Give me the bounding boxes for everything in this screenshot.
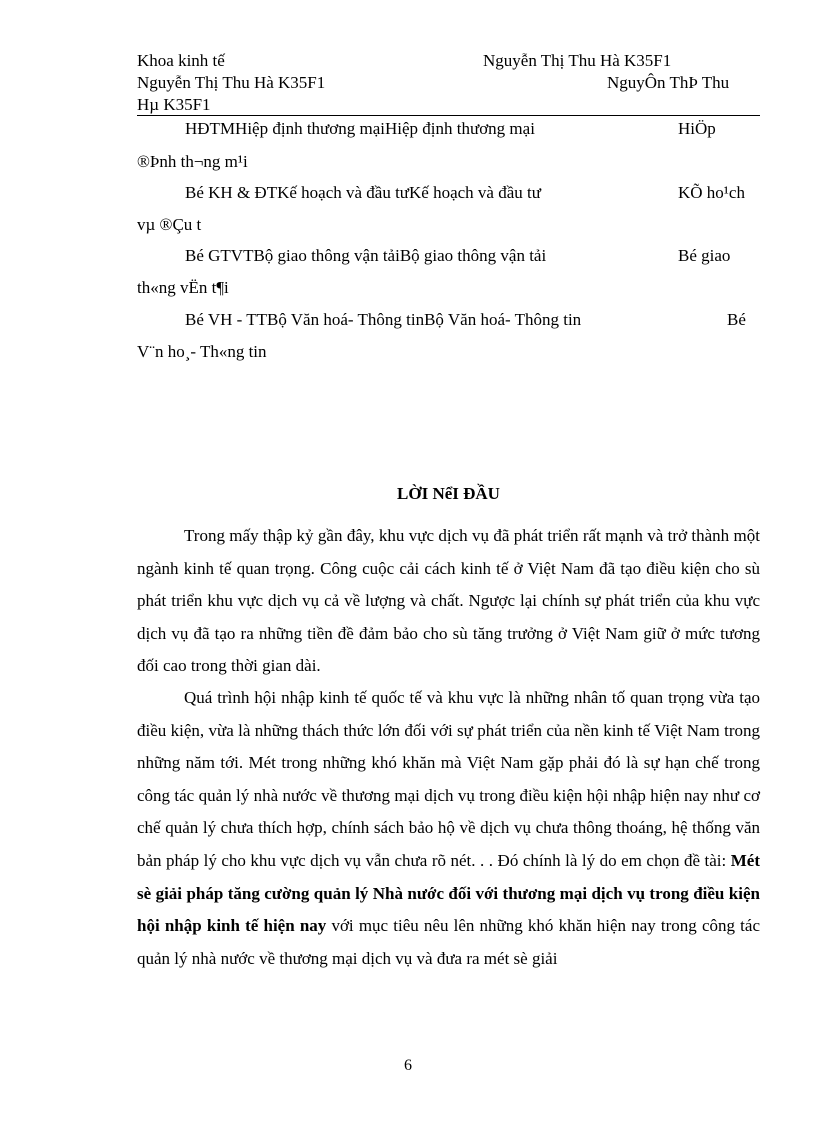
abbr-2-main: Bé KH & ĐTKế hoạch và đầu tưKế hoạch và đầu tư: [185, 183, 541, 202]
abbr-1-main: HĐTMHiệp định thương mạiHiệp định thương mại: [185, 119, 535, 138]
abbr-4-tail: Bé: [727, 310, 746, 329]
paragraph-2-text: Quá trình hội nhập kinh tế quốc tế và khu vực là những nhân tố quan trọng vừa tạo điều kiện, vừa là những thách thức lớn đối với sự phát triển của nền kinh tế Việt Nam trong những năm tới. Mét trong những khó khăn mà Việt Nam gặp phải đó là sự hạn chế trong công tác quản lý nhà nước về thương mại dịch vụ trong điều kiện hội nhập hiện nay như cơ chế quản lý chưa thích hợp, chính sách bảo hộ về dịch vụ chưa thông thoáng, hệ thống văn bản pháp lý cho khu vực dịch vụ vẫn chưa rõ nét. . . Đó chính là lý do em chọn đề tài:: [137, 688, 760, 870]
abbr-3-main: Bé GTVTBộ giao thông vận tảiBộ giao thông vận tải: [185, 246, 547, 265]
abbr-2-tail: KÕ ho¹ch: [678, 183, 745, 202]
paragraph-2-text-end: với mục tiêu nêu lên những khó khăn hiện nay trong công tác quản lý nhà nước về thương mại dịch vụ và đưa ra mét sè giải: [137, 916, 760, 968]
header-author: Nguyễn Thị Thu Hà K35F1: [483, 51, 672, 70]
abbr-1-tail: HiÖp: [678, 119, 716, 138]
abbr-4-main: Bé VH - TTBộ Văn hoá- Thông tinBộ Văn hoá- Thông tin: [185, 310, 582, 329]
header-author-garbled: NguyÔn ThÞ Thu: [607, 73, 730, 92]
header-rule: [137, 115, 760, 116]
header-author-repeat: Nguyễn Thị Thu Hà K35F1: [137, 73, 326, 92]
page-number: 6: [404, 1057, 412, 1074]
paragraph-1: Trong mấy thập kỷ gần đây, khu vực dịch vụ đã phát triển rất mạnh và trở thành một ngành kinh tế quan trọng. Công cuộc cải cách kinh tế ở Việt Nam đã tạo điều kiện cho sù phát triển khu vực dịch vụ cả về lượng và chất. Ngược lại chính sự phát triển của khu vực dịch vụ đã tạo ra những tiền đề đảm bảo cho sù tăng trưởng ở Việt Nam giữ ở mức tương đối cao trong thời gian dài.: [137, 526, 760, 676]
paragraph-2: [137, 682, 760, 975]
header-faculty: Khoa kinh tế: [137, 51, 225, 70]
abbr-1-cont: ®Þnh th¬ng m¹i: [137, 152, 248, 171]
abbr-3-cont: th«ng vËn t¶i: [137, 278, 229, 297]
thesis-title: Mét sè giải pháp tăng cường quản lý Nhà nước đối với thương mại dịch vụ trong điều kiện hội nhập kinh tế hiện nay: [137, 850, 760, 936]
header-author-garbled-cont: Hµ K35F1: [137, 95, 211, 114]
abbr-2-cont: vµ ®Çu t: [137, 215, 202, 234]
section-title: LỜI NểI ĐẦU: [397, 484, 500, 503]
abbr-3-tail: Bé giao: [678, 246, 731, 265]
abbr-4-cont: V¨n ho¸- Th«ng tin: [137, 342, 267, 361]
